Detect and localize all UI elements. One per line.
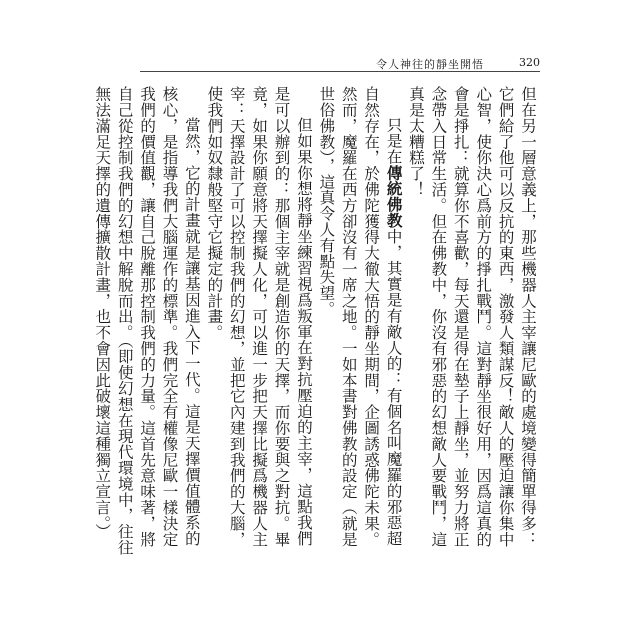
- paragraph-1: 但在另一層意義上，那些機器人主宰讓尼歐的處境變得簡單得多：它們給了他可以反抗的東西，激發人類謀反！敵人的壓迫讓你集中心智，使你決心爲前方的掙扎戰鬥。這對靜坐很好用，因爲這真的會是掙扎：就算你不喜歡，每天還是得在墊子上靜坐，並努力將正念帶入日常生活。但在佛教中，你沒有邪惡的幻想敵人要戰鬥，這真是太糟糕了！: [406, 86, 537, 548]
- paragraph-4: 當然，它的計畫就是讓基因進入下一代。這是天擇價值體系的核心，是指導我們大腦運作的標準。我們完全有權像尼歐一樣決定我們的價值觀，讓自己脫離那控制我們的力量。這首先意味著，將自己從控制我們的幻想中解脫而出。（即使幻想在現代環境中，往往無法滿足天擇的遺傳擴散計畫，也不會因此破壞這種獨立宣言。）: [93, 86, 201, 556]
- header-rule: [140, 71, 540, 72]
- bold-term: 傳統佛教: [384, 164, 404, 229]
- paragraph-2-start: 只是在: [384, 117, 403, 165]
- paragraph-2-rest: 中，其實是有敵人的：有個名叫魔羅的邪惡超自然存在，於佛陀獲得大徹大悟的靜坐期間，企圖誘惑佛陀未果。然而，魔羅在西方卻沒有一席之地。一如本書對佛教的設定（就是世俗佛教），這真令人有點失望。: [317, 86, 403, 548]
- paragraph-3: 但如果你想將靜坐練習視爲叛軍在對抗壓迫的主宰，這點我們是可以辦到的：那個主宰就是創造你的天擇，而你要與之對抗。畢竟，如果你願意將天擇擬人化，可以進一步把天擇比擬爲機器人主宰：天擇設計了可以控制我們的幻想，並把它內建到我們的大腦，使我們如奴隸般堅守它擬定的計畫。: [205, 86, 313, 548]
- page-number: 320: [519, 56, 540, 69]
- running-header: 令人神往的靜坐開悟: [376, 58, 484, 71]
- paragraph-2: [315, 86, 405, 556]
- body-text: [93, 86, 539, 556]
